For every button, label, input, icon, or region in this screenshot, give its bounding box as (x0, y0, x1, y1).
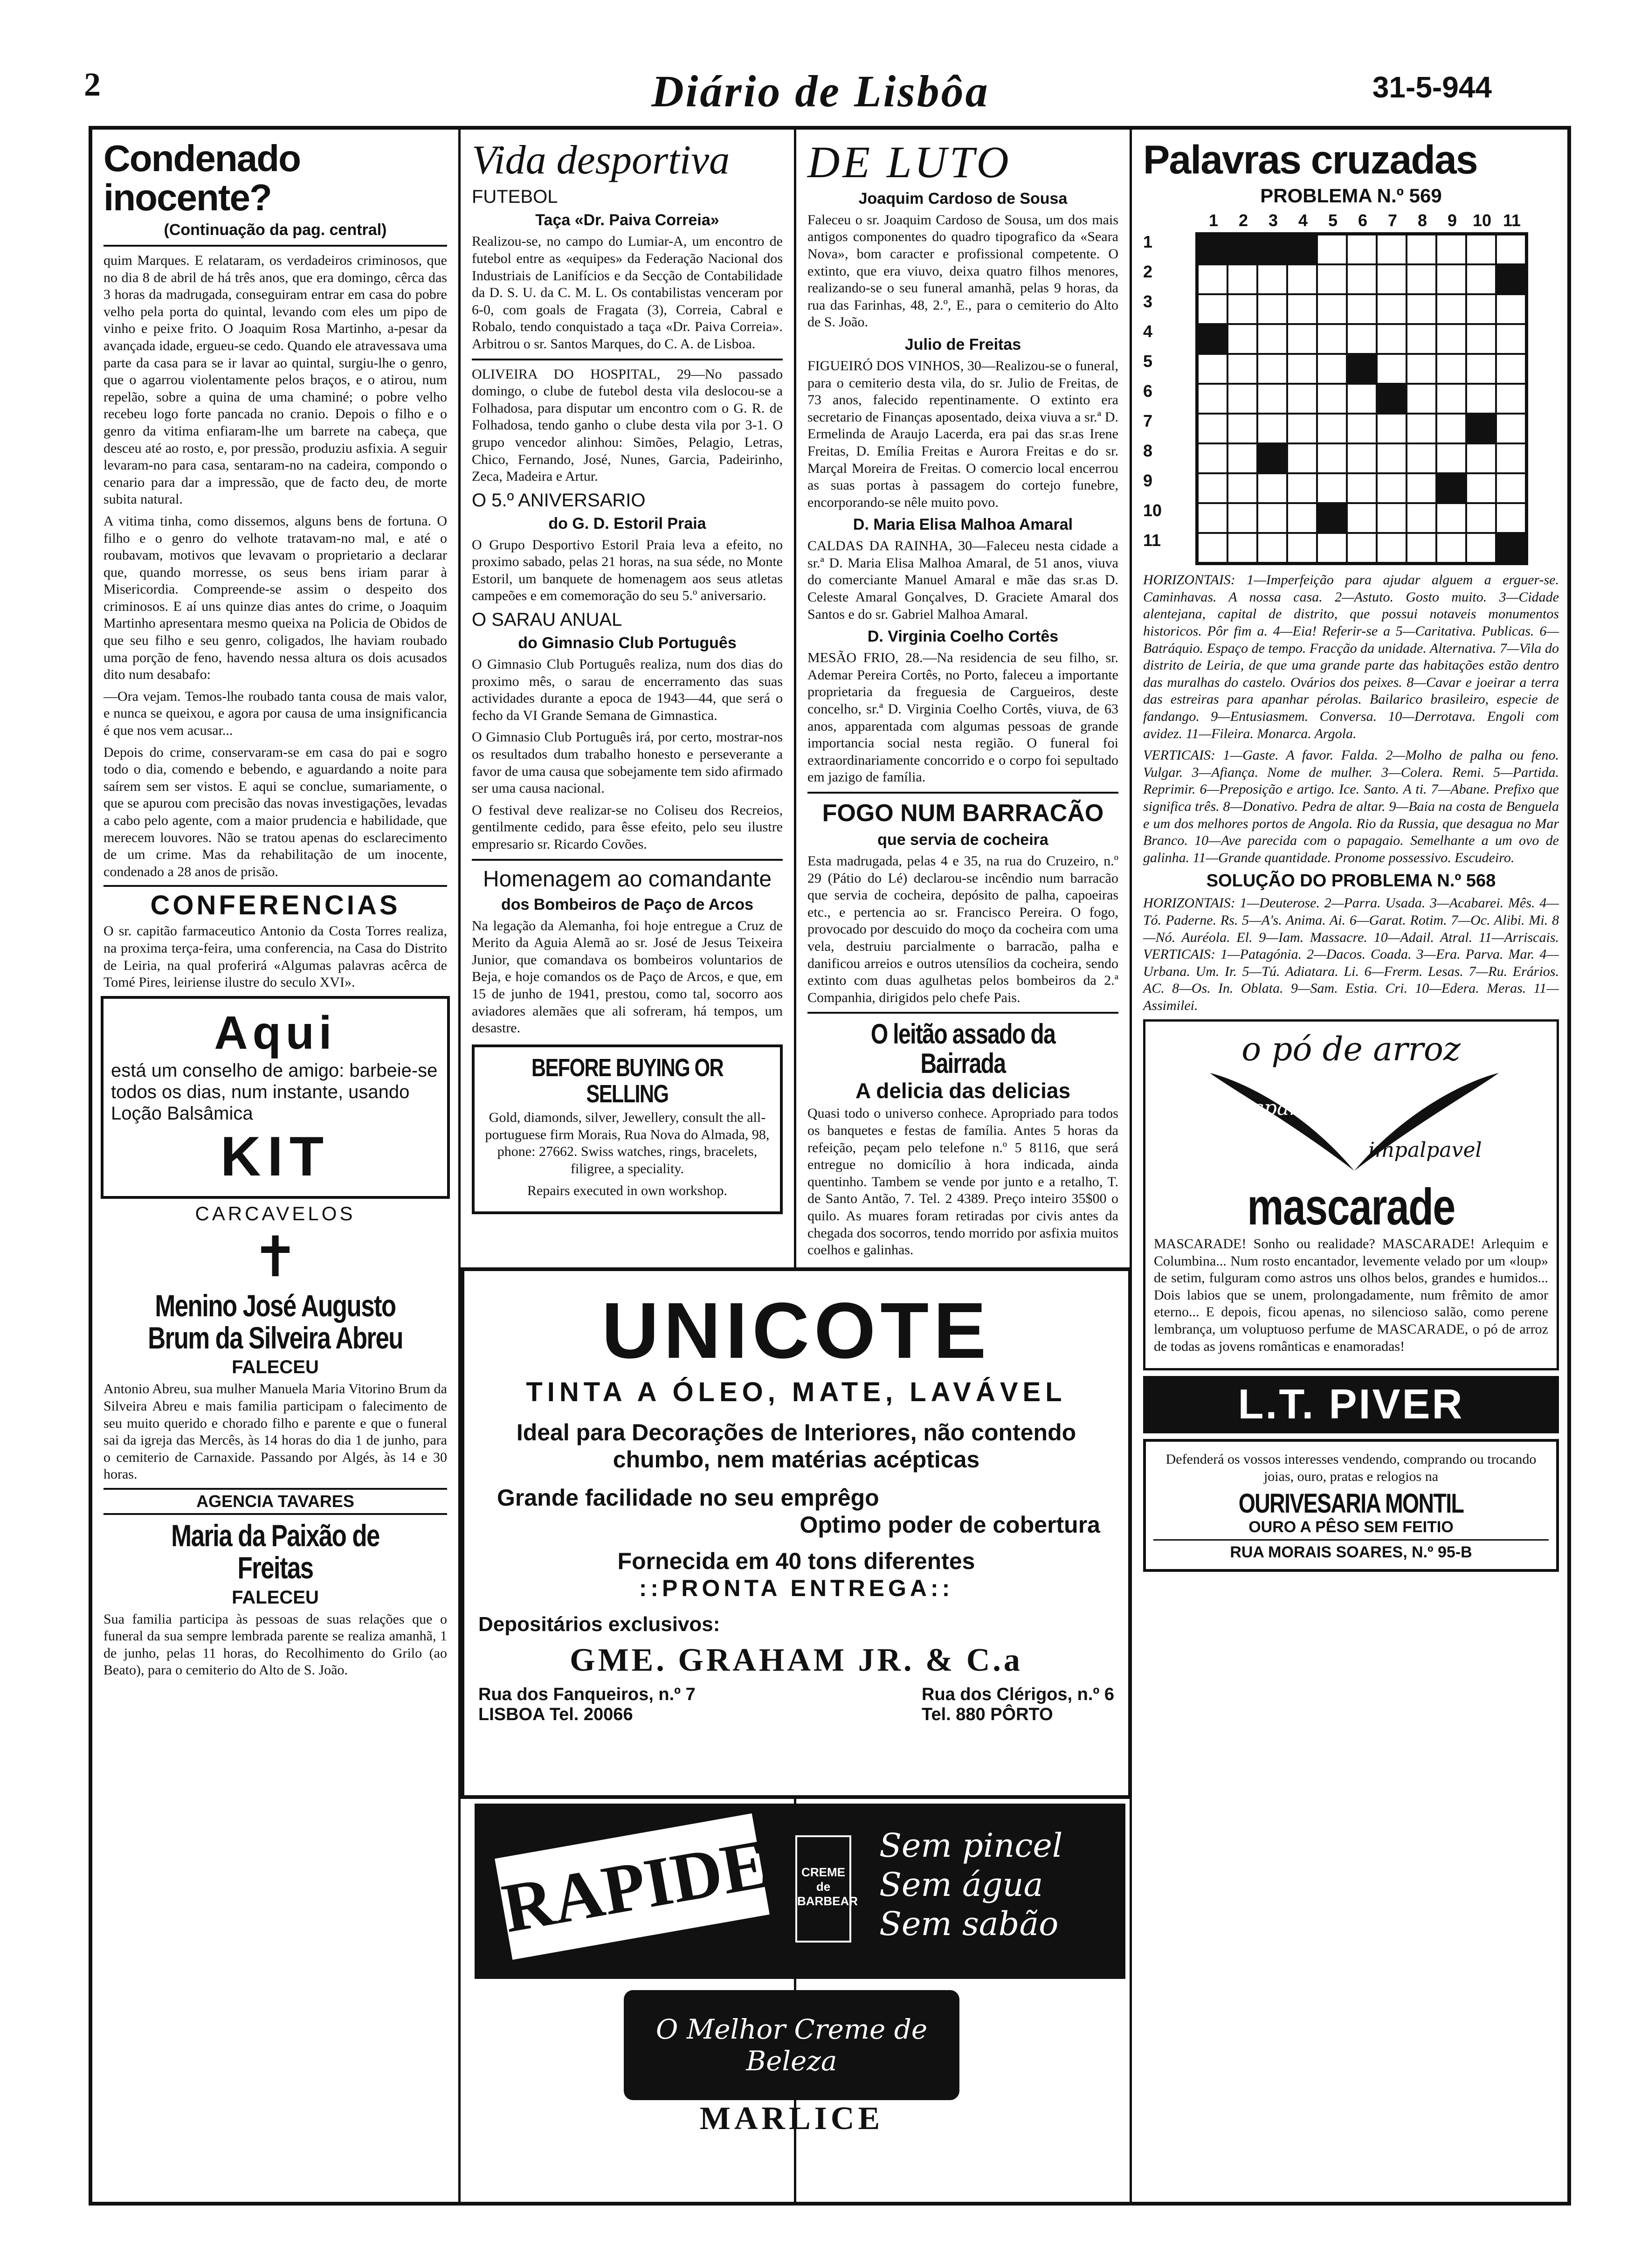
crossword-row-number: 11 (1143, 531, 1161, 550)
crossword-cell (1466, 354, 1496, 384)
ad-company: GME. GRAHAM JR. & C.a (570, 1642, 1023, 1678)
crossword-cell (1436, 264, 1466, 294)
crossword-row-number: 7 (1143, 411, 1153, 431)
crossword-cell (1436, 533, 1466, 563)
crossword-cell (1317, 264, 1347, 294)
address-line: LISBOA Tel. 20066 (478, 1705, 633, 1724)
crossword-cell (1466, 264, 1496, 294)
crossword-cell (1496, 414, 1526, 443)
crossword-cell (1287, 294, 1317, 324)
ad-title: BEFORE BUYING OR SELLING (531, 1053, 724, 1108)
crossword-cell (1436, 294, 1466, 324)
issue-date: 31-5-944 (1372, 70, 1492, 104)
crossword-cell (1317, 443, 1347, 473)
subheading: que servia de cocheira (877, 831, 1048, 849)
crossword-cell (1257, 264, 1287, 294)
crossword-cell (1287, 414, 1317, 443)
section-title: CONFERENCIAS (103, 885, 447, 921)
subheading: do G. D. Estoril Praia (548, 514, 706, 532)
crossword-row-number: 4 (1143, 322, 1153, 341)
crossword-cell (1436, 473, 1466, 503)
crossword-cell (1407, 354, 1436, 384)
headline-palavras-cruzadas: Palavras cruzadas (1143, 138, 1477, 182)
address-line: Tel. 880 PÔRTO (922, 1705, 1053, 1724)
crossword-cell (1227, 235, 1257, 264)
section-title: O SARAU ANUAL (472, 609, 622, 630)
ad-depositarios: Depositários exclusivos: (478, 1613, 720, 1636)
crossword-cell (1377, 384, 1407, 414)
crossword-cell (1407, 443, 1436, 473)
crossword-cell (1317, 503, 1347, 533)
cross-icon: ✝ (252, 1224, 299, 1290)
subheading: Taça «Dr. Paiva Correia» (535, 211, 719, 229)
crossword-column-number: 10 (1472, 211, 1492, 230)
crossword-row-number: 6 (1143, 381, 1153, 401)
ad-title: Aqui (214, 1006, 337, 1059)
article-body: O Gimnasio Club Português realiza, num dos dias do proximo mês, o sarau de encerramento das suas actividades durante a epoca de 1943—44, que será o fecho da VI Grande Semana de Gimnastica. (472, 657, 783, 723)
crossword-cell (1347, 443, 1377, 473)
crossword-cell (1436, 235, 1466, 264)
obituary-status: FALECEU (232, 1587, 319, 1608)
column-4 (1132, 130, 1570, 2202)
ad-badge: CREME de BARBEAR (795, 1835, 851, 1943)
crossword-cell (1287, 503, 1317, 533)
ad-body: Quasi todo o universo conhece. Apropriado para todos os banquetes e festas de família. Antes 5 horas da refeição, peçam pelo telefone n.º 5 8116, que será entregue no domicílio à hora indicada, ainda quentinho. Tambem se vende por junto e a retalho, T. de Santo Antão, 7. Tel. 2 4389. Preço inteiro 35$00 o quilo. As muares foram retiradas por civis antes da chegada dos socorros, tendo morrido por asfixia muitos coelhos e galinhas. (807, 1106, 1118, 1258)
crossword-cell (1377, 324, 1407, 354)
obituary-name: Maria da Paixão de Freitas (171, 1518, 379, 1585)
crossword-cell (1227, 264, 1257, 294)
ad-body: está um conselho de amigo: barbeie-se todos os dias, num instante, usando Loção Balsâmica (111, 1060, 438, 1124)
obituary-body: MESÃO FRIO, 28.—Na residencia de seu filho, sr. Ademar Pereira Cortês, no Porto, faleceu a importante proprietaria da freguesia de Cargueiros, deste concelho, sr.ª D. Virginia Coelho Cortês, viuva, de 63 anos, apparentada com algumas pessoas de grande importancia social nesta região. O funeral foi extraordinariamente concorrido e o corpo foi sepultado em jazigo de família. (807, 650, 1118, 785)
crossword-cell (1317, 294, 1347, 324)
obituary-status: FALECEU (232, 1357, 319, 1378)
crossword-cell (1407, 384, 1436, 414)
crossword-row-number: 2 (1143, 262, 1153, 282)
crossword-cell (1198, 264, 1227, 294)
crossword-cell (1198, 533, 1227, 563)
crossword-cell (1257, 533, 1287, 563)
obituary-body: FIGUEIRÓ DOS VINHOS, 30—Realizou-se o funeral, para o cemiterio desta vila, do sr. Julio de Freitas, de 73 anos, falecido repentinamente. O extinto era secretario de Finanças aposentado, deixa viuva a sr.ª D. Ermelinda de Araujo Lacerda, era pai das sr.as Irene Freitas, D. Emília Freitas e Aurora Freitas e do sr. Marçal Moreira de Freitas. O comercio local encerrou as suas portas à passagem do cortejo funebre, encorporando-se nêle muito povo. (807, 358, 1118, 510)
slogan-line: Sem água (879, 1866, 1043, 1904)
crossword-cell (1227, 354, 1257, 384)
crossword-cell (1466, 235, 1496, 264)
address-lisboa (478, 1685, 696, 1725)
crossword-row-numbers (1143, 232, 1162, 565)
crossword-cell (1287, 533, 1317, 563)
newspaper-title: Diário de Lisbôa (651, 66, 990, 116)
montil-ad (1143, 1439, 1559, 1572)
crossword-cell (1377, 443, 1407, 473)
ad-title: O leitão assado da Bairrada (870, 1018, 1055, 1079)
crossword-cell (1317, 384, 1347, 414)
crossword-cell (1496, 503, 1526, 533)
kit-ad (101, 996, 450, 1199)
crossword-cell (1287, 443, 1317, 473)
crossword-cell (1466, 443, 1496, 473)
crossword-cell (1257, 414, 1287, 443)
crossword-cell (1287, 384, 1317, 414)
solution-body: HORIZONTAIS: 1—Deuterose. 2—Parra. Usada. 3—Acabarei. Mês. 4—Tó. Paderne. Rs. 5—A's. Anima. Ai. 6—Garat. Rotim. 7—Oc. Alibi. Mi. 8—Nó. Auréola. El. 9—Iam. Massacre. 10—Adail. Atral. 11—Arriscais. VERTICAIS: 1—Patagónia. 2—Dacos. Coada. 3—Era. Parva. Mar. 4—Urbana. Um. Ir. 5—Tú. Adiatara. Li. 6—Frerm. Lesas. 7—Ru. Erários. AC. 8—Os. In. Oblata. 9—Sam. Estia. Cri. 10—Edera. Meras. 11—Assimilei. (1143, 895, 1559, 1013)
ad-body: MASCARADE! Sonho ou realidade? MASCARADE! Arlequim e Columbina... Num rosto encantador, levemente velado por um «loup» de setim, fulguram como astros uns olhos belos, grandes e humidos... Dois labios que se unem, prolongadamente, num frêmito de amor eterno... E depois, ficou apenas, no silencioso salão, como perene lembrança, um voluptuoso perfume de MASCARADE, o pó de arroz de todas as jovens românticas e enamoradas! (1154, 1236, 1548, 1354)
crossword-cell (1227, 324, 1257, 354)
crossword-cell (1496, 443, 1526, 473)
crossword-column-number: 5 (1328, 211, 1338, 230)
ad-address: RUA MORAIS SOARES, N.º 95-B (1153, 1539, 1549, 1562)
crossword-cell (1257, 235, 1287, 264)
crossword-cell (1257, 473, 1287, 503)
crossword-cell (1257, 384, 1287, 414)
crossword-cell (1347, 533, 1377, 563)
crossword-cell (1436, 324, 1466, 354)
crossword-cell (1347, 503, 1377, 533)
crossword-cell (1347, 264, 1377, 294)
obituary-name: D. Maria Elisa Malhoa Amaral (853, 516, 1073, 534)
crossword-cell (1227, 533, 1257, 563)
article-body: Realizou-se, no campo do Lumiar-A, um encontro de futebol entre as «equipes» da Federação Nacional dos Industriais de Lanifícios e da Secção de Contabilidade da D. S. U. da C. M. L. Os contabilistas venceram por 6-0, com goals de Fragata (3), Correia, Cabral e Robalo, tendo conquistado a taça «Dr. Paiva Correia». Arbitrou o sr. Santos Marques, do C. A. de Lisboa. (472, 234, 783, 352)
ad-script: O Melhor Creme de Beleza (624, 1990, 959, 2100)
crossword-cell (1436, 443, 1466, 473)
article-headline: Homenagem ao comandante (483, 866, 772, 892)
crossword-cell (1466, 473, 1496, 503)
butterfly-illustration (1154, 1068, 1548, 1180)
crossword-cell (1227, 384, 1257, 414)
divider (103, 245, 447, 247)
crossword-column-number: 1 (1208, 211, 1219, 230)
crossword-cell (1496, 294, 1526, 324)
crossword-cell (1198, 384, 1227, 414)
crossword-cell (1347, 414, 1377, 443)
divider (472, 859, 783, 861)
crossword-cell (1347, 294, 1377, 324)
obituary-name: Joaquim Cardoso de Sousa (858, 189, 1068, 207)
crossword-row-number: 5 (1143, 352, 1153, 371)
page-number: 2 (84, 66, 101, 103)
obituary-body: Faleceu o sr. Joaquim Cardoso de Sousa, um dos mais antigos componentes do quadro tipografico da «Seara Nova», bom caracter e profissional competente. O extinto, que era viuvo, deixa quatro filhos menores, realizando-se o seu funeral amanhã, pelas 9 horas, da rua das Farinhas, 48, 2.º, E., para o cemiterio do Alto de S. João. (807, 212, 1118, 330)
ad-line: ::PRONTA ENTREGA:: (639, 1575, 954, 1601)
ad-brand: UNICOTE (601, 1286, 991, 1375)
crossword-cell (1317, 473, 1347, 503)
crossword-cell (1347, 384, 1377, 414)
section-title: O 5.º ANIVERSARIO (472, 490, 646, 511)
slogan-line: Sem pincel (879, 1826, 1063, 1865)
subheading: do Gimnasio Club Português (518, 634, 737, 652)
crossword-cell (1227, 443, 1257, 473)
ad-body: Gold, diamonds, silver, Jewellery, consult the all-portuguese firm Morais, Rua Nova do Almada, 98, phone: 27662. Swiss watches, rings, bracelets, filigree, a speciality. (485, 1110, 770, 1176)
headline-vida-desportiva: Vida desportiva (472, 138, 730, 183)
crossword-cell (1407, 503, 1436, 533)
obituary-name: D. Virginia Coelho Cortês (867, 628, 1059, 646)
article-body: OLIVEIRA DO HOSPITAL, 29—No passado domingo, o clube de futebol desta vila deslocou-se a Folhadosa, para disputar um encontro com o G. R. de Folhadosa, tendo ganho o clube desta vila por 3-1. O grupo vencedor alinhou: Simões, Pelagio, Letras, Chico, Fernando, José, Nunes, Garcia, Padeirinho, Zeca, Madeira e Artur. (472, 366, 783, 484)
crossword-cell (1377, 235, 1407, 264)
ad-brand: MARLICE (699, 2101, 884, 2137)
crossword-cell (1227, 503, 1257, 533)
ad-addresses (478, 1685, 1114, 1725)
article-body: O festival deve realizar-se no Coliseu dos Recreios, gentilmente cedido, para êsse efeito, pelo seu ilustre empresario sr. Ricardo Covões. (472, 802, 783, 852)
place-heading: CARCAVELOS (195, 1202, 356, 1224)
crossword-cell (1198, 235, 1227, 264)
article-body: Depois do crime, conservaram-se em casa do pai e sogro todo o dia, comendo e bebendo, e aguardando a noite para saírem sem ser vistos. E aqui se conclue, sumariamente, o que se apurou com precisão das novas investigações, levadas a cabo pelo agente, com a maior prudencia e habilidade, que merecem louvores. Não se tratou apenas do esclarecimento de um crime. Mas da rehabilitação de um inocente, condenado a 28 anos de prisão. (103, 744, 447, 879)
address-porto (922, 1685, 1114, 1725)
article-body: —Ora vejam. Temos-lhe roubado tanta cousa de mais valor, e nunca se queixou, e agora por causa de uma insignificancia é que nos vem acusar... (103, 688, 447, 739)
ad-slogan: OURO A PÊSO SEM FEITIO (1248, 1518, 1454, 1536)
crossword-cell (1198, 294, 1227, 324)
crossword-cell (1287, 473, 1317, 503)
crossword-cell (1317, 533, 1347, 563)
crossword-row-number: 10 (1143, 501, 1162, 520)
crossword-cell (1407, 264, 1436, 294)
crossword-cell (1377, 503, 1407, 533)
headline-de-luto: DE LUTO (807, 137, 1012, 187)
crossword-cell (1377, 473, 1407, 503)
crossword-cell (1198, 473, 1227, 503)
article-body: quim Marques. E relataram, os verdadeiros criminosos, que no dia 8 de abril de há três anos, que era domingo, cêrca das 3 horas da madrugada, conseguiram entrar em casa do pobre velho pela porta do quintal, levando com eles um pipo de vinho e peixe frito. O Joaquim Rosa Martinho, a-pesar da avançada idade, ergueu-se cedo. Quando ele atravessava uma parte da casa para se ir lavar ao quintal, surgiu-lhe o genro, que o agarrou violentamente pelos braços, e o atirou, num repelão, sobre a quina de uma chaminé; o pobre velho recebeu logo forte pancada no cranio. Depois o filho e o genro da vitima enfiaram-lhe um barrete na cabeça, que desceu até ao rosto, e, por pressão, produziu asfixia. A seguir levaram-no para casa, sentaram-no na cadeira, compondo o cenario para dar a impressão, que de facto deu, de morte subita natural. (103, 253, 447, 507)
crossword-cell (1257, 294, 1287, 324)
crossword-cell (1317, 324, 1347, 354)
crossword-column-number: 9 (1447, 211, 1457, 230)
article-body: A vitima tinha, como dissemos, alguns bens de fortuna. O filho e o genro do velhote tratavam-no mal, e até o roubavam, motivos que levavam o proprietario a declarar que, quando morresse, os seus bens iriam parar à Misericordia. Compreende-se assim o despeito dos criminosos. E aí uns quinze dias antes do crime, o Joaquim Martinho apresentara mesmo queixa na Policia de Obidos de que seu filho e seu genro, coligados, lhe haviam roubado uma porção de feno, havendo nessa altura os dois acusados dito num desabafo: (103, 513, 447, 683)
crossword-column-number: 11 (1503, 211, 1521, 230)
butterfly-icon (1154, 1068, 1555, 1180)
crossword-row-number: 3 (1143, 292, 1153, 311)
crossword-cell (1287, 354, 1317, 384)
crossword-cell (1287, 235, 1317, 264)
article-body: Esta madrugada, pelas 4 e 35, na rua do Cruzeiro, n.º 29 (Pátio do Lé) declarou-se incêndio num barracão que servia de cocheira, depósito de palha, capoeiras etc., e pertencia ao sr. Francisco Pereira. O fogo, provocado por descuido do moço da cocheira com uma vela, destruiu parcialmente o barracão, palha e danificou arreios e outros utensílios da cocheira, sendo extinto com duas agulhetas pelos bombeiros da 2.ª Companhia, dirigidos pelo chefe Pais. (807, 853, 1118, 1005)
continuation-note: (Continuação da pag. central) (164, 221, 387, 239)
crossword-cell (1317, 354, 1347, 384)
page-frame (89, 126, 1571, 2206)
crossword-cell (1466, 384, 1496, 414)
crossword-cell (1198, 443, 1227, 473)
crossword-cell (1257, 443, 1287, 473)
ad-wing-text: transparente (1210, 1096, 1345, 1120)
divider (472, 359, 783, 360)
crossword-cell (1377, 294, 1407, 324)
slogan-line: Sem sabão (879, 1905, 1059, 1943)
ad-footer: Repairs executed in own workshop. (527, 1182, 728, 1198)
crossword-cell (1347, 473, 1377, 503)
crossword-row-number: 1 (1143, 232, 1153, 252)
crossword-column-number: 4 (1298, 211, 1308, 230)
crossword-cell (1436, 503, 1466, 533)
solution-title: SOLUÇÃO DO PROBLEMA N.º 568 (1206, 871, 1496, 891)
crossword-column-number: 7 (1387, 211, 1398, 230)
crossword-cell (1377, 354, 1407, 384)
ad-line: Optimo poder de cobertura (800, 1512, 1100, 1538)
crossword-cell (1407, 294, 1436, 324)
crossword-cell (1227, 473, 1257, 503)
crossword-cell (1407, 473, 1436, 503)
ad-tagline: TINTA A ÓLEO, MATE, LAVÁVEL (526, 1377, 1067, 1407)
article-body: O Grupo Desportivo Estoril Praia leva a efeito, no proximo sabado, pelas 21 horas, na sua séde, no Monte Estoril, um banquete de homenagem aos seus atletas campeões e em comemoração do seu 5.º aniversario. (472, 537, 783, 604)
crossword-cell (1287, 324, 1317, 354)
article-body: O sr. capitão farmaceutico Antonio da Costa Torres realiza, na proxima terça-feira, uma conferencia, na Casa do Distrito de Leiria, na qual proferirá «Algumas palavras acêrca de Tomé Pires, leiriense ilustre do seculo XVI». (103, 923, 447, 990)
section-title: FUTEBOL (472, 187, 558, 207)
crossword-column-numbers (1143, 211, 1559, 230)
marlice-ad (624, 1990, 959, 2149)
obituary-name: Menino José Augusto Brum da Silveira Abreu (148, 1288, 403, 1355)
crossword-cell (1257, 354, 1287, 384)
crossword-cell (1198, 354, 1227, 384)
ad-slogans (879, 1826, 1062, 1943)
crossword-cell (1436, 384, 1466, 414)
crossword-cell (1198, 503, 1227, 533)
ad-line: Ideal para Decorações de Interiores, não contendo chumbo, nem matérias acépticas (516, 1419, 1076, 1473)
article-body: O Gimnasio Club Português irá, por certo, mostrar-nos os resultados dum trabalho honesto e perseverante a favor de uma causa que sobejamente tem sido afirmado ser uma causa nacional. (472, 729, 783, 796)
morais-jewellery-ad (472, 1044, 783, 1214)
crossword-cell (1466, 294, 1496, 324)
ad-brand: KIT (220, 1125, 331, 1188)
crossword-cell (1227, 414, 1257, 443)
crossword-cell (1257, 503, 1287, 533)
divider (807, 1012, 1118, 1014)
crossword-cell (1257, 324, 1287, 354)
crossword-cell (1496, 264, 1526, 294)
crossword-cell (1198, 324, 1227, 354)
ad-brand: mascarade (1247, 1178, 1455, 1236)
subheading: dos Bombeiros de Paço de Arcos (501, 895, 753, 913)
ad-script: o pó de arroz (1241, 1030, 1461, 1068)
obituary-name: Julio de Freitas (904, 335, 1021, 353)
masthead (0, 65, 1641, 121)
rapide-ad (475, 1804, 1125, 1979)
crossword-column-number: 3 (1268, 211, 1278, 230)
crossword-cell (1496, 354, 1526, 384)
ad-subtitle: A delicia das delicias (855, 1079, 1071, 1103)
crossword-cell (1287, 264, 1317, 294)
address-line: Rua dos Clérigos, n.º 6 (922, 1685, 1114, 1704)
address-line: Rua dos Fanqueiros, n.º 7 (478, 1685, 696, 1704)
mascarade-ad (1143, 1019, 1559, 1371)
crossword-cell (1317, 414, 1347, 443)
ad-brand: OURIVESARIA MONTIL (1238, 1488, 1464, 1519)
crossword-cell (1496, 235, 1526, 264)
column-1 (92, 130, 461, 2202)
ad-body: Defenderá os vossos interesses vendendo, comprando ou trocando joias, ouro, pratas e relogios na (1165, 1452, 1537, 1484)
problem-number: PROBLEMA N.º 569 (1260, 185, 1442, 207)
piver-ad: L.T. PIVER (1143, 1376, 1559, 1433)
crossword-cell (1436, 414, 1466, 443)
crossword-cell (1496, 533, 1526, 563)
crossword-column-number: 2 (1238, 211, 1248, 230)
ad-wing-text: impalpavel (1368, 1138, 1482, 1162)
crossword-cell (1407, 533, 1436, 563)
crossword-cell (1407, 324, 1436, 354)
crossword-cell (1377, 533, 1407, 563)
article-body: Na legação da Alemanha, foi hoje entregue a Cruz de Merito da Aguia Alemã ao sr. José de Jesus Teixeira Junior, que comandava os bombeiros voluntarios de Beja, e hoje comandos os de Paço de Arcos, e que, em 15 de junho de 1941, prestou, como tal, socorro aos aviadores alemães que ali sofreram, há tempos, um desastre. (472, 918, 783, 1036)
crossword-column-number: 6 (1358, 211, 1368, 230)
crossword-cell (1466, 533, 1496, 563)
crossword-cell (1407, 235, 1436, 264)
crossword-cell (1466, 324, 1496, 354)
headline-condenado: Condenado inocente? (103, 138, 300, 218)
crossword-cell (1377, 414, 1407, 443)
crossword-cell (1466, 503, 1496, 533)
unicote-ad (461, 1267, 1132, 1799)
crossword-cell (1496, 324, 1526, 354)
article-headline: FOGO NUM BARRACÃO (822, 800, 1104, 827)
crossword-cell (1347, 235, 1377, 264)
crossword-column-number: 8 (1417, 211, 1427, 230)
crossword-cell (1317, 235, 1347, 264)
crossword-cell (1227, 294, 1257, 324)
crossword-cell (1436, 354, 1466, 384)
clues-horizontal: HORIZONTAIS: 1—Imperfeição para ajudar alguem a erguer-se. Caminhavas. A nossa casa. 2—Astuto. Gosto muito. 3—Cidade alentejana, capital de distrito, que possui notaveis monumentos historicos. Pôr fim a. 4—Eia! Referir-se a 5—Caritativa. Publicas. 6—Batráquio. Espaço de tempo. Fracção da unidade. Alternativa. 7—Vila do distrito de Leiria, de que uma grande parte das habitações estão dentro das muralhas do castelo. Ovários dos peixes. 8—Cavar e joeirar a terra das estreiras para apanhar pérolas. Bailarico brasileiro, especie de fandango. 9—Entusiasmem. Conversa. 10—Derrotava. Engoli com avidez. 11—Fileira. Monarca. Argola. (1143, 572, 1559, 741)
agency-name: AGENCIA TAVARES (103, 1488, 447, 1515)
clues-vertical: VERTICAIS: 1—Gaste. A favor. Falda. 2—Molho de palha ou feno. Vulgar. 3—Afiança. Nome de mulher. 3—Colera. Remi. 5—Partida. Reprimir. 6—Preposição e artigo. Ice. Santo. A ti. 7—Abane. Prefixo que significa três. 8—Donativo. Pedra de altar. 9—Baia na costa de Benguela e um dos melhores portos de Angola. Rio da Russia, que desagua no Mar Branco. 10—Ave parecida com o papagaio. Semelhante a um ovo de galinha. 11—Grande quantidade. Pronome possessivo. Escudeiro. (1143, 747, 1559, 865)
crossword-cell (1407, 414, 1436, 443)
ad-line: Grande facilidade no seu emprêgo (497, 1485, 879, 1511)
crossword-grid (1195, 232, 1528, 565)
crossword-cell (1466, 414, 1496, 443)
crossword-area (1143, 232, 1559, 565)
divider (807, 792, 1118, 794)
crossword-cell (1347, 354, 1377, 384)
crossword-cell (1496, 384, 1526, 414)
crossword-cell (1377, 264, 1407, 294)
crossword-row-number: 8 (1143, 441, 1153, 461)
crossword-row-number: 9 (1143, 471, 1153, 491)
crossword-cell (1347, 324, 1377, 354)
crossword-cell (1496, 473, 1526, 503)
obituary-body: CALDAS DA RAINHA, 30—Faleceu nesta cidade a sr.ª D. Maria Elisa Malhoa Amaral, de 51 anos, viuva do comerciante Manuel Amaral e mãe das sr.as D. Celeste Amaral Gonçalves, D. Graciete Amaral dos Santos e do sr. Gabriel Malhoa Amaral. (807, 538, 1118, 622)
crossword-cell (1198, 414, 1227, 443)
obituary-body: Sua familia participa às pessoas de suas relações que o funeral da sua sempre lembrada parente se realiza amanhã, 1 de junho, pelas 11 horas, do Recolhimento do Grilo (ao Beato), para o cemiterio do Alto de S. João. (103, 1611, 447, 1678)
ad-line: Fornecida em 40 tons diferentes (617, 1548, 975, 1574)
ad-brand: RAPIDE (495, 1813, 770, 1960)
obituary-body: Antonio Abreu, sua mulher Manuela Maria Vitorino Brum da Silveira Abreu e mais familia participam o falecimento de seu muito querido e chorado filho e parente e que o funeral sai da igreja das Mercês, às 14 horas do dia 1 de junho, para o cemiterio de Carnaxide. Passando por Algés, às 14 e 30 horas. (103, 1381, 447, 1482)
